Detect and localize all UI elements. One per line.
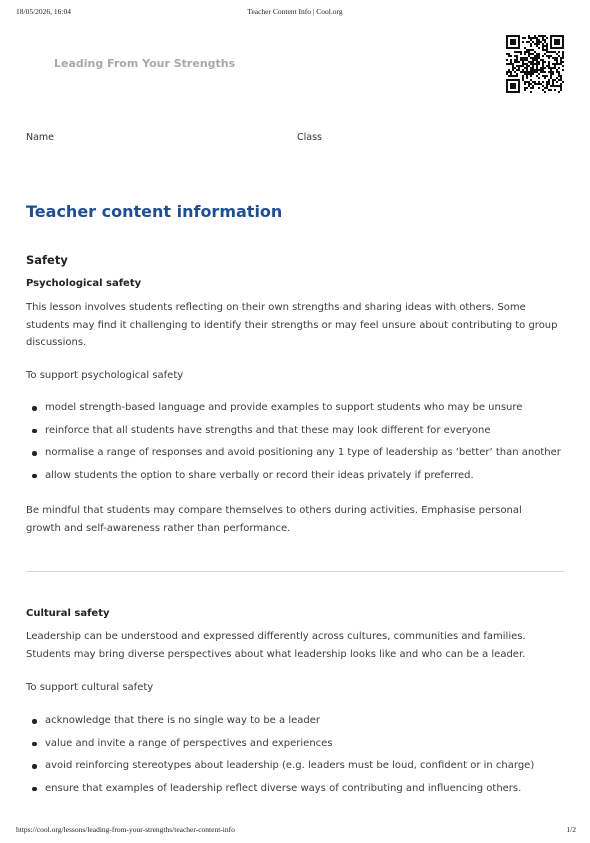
- bullet-icon: [32, 787, 37, 792]
- bullet-icon: [32, 474, 37, 479]
- print-header: [0, 7, 590, 21]
- class-field-label: Class: [297, 132, 322, 143]
- bullet-icon: [32, 451, 37, 456]
- bullet-icon: [32, 406, 37, 411]
- bullet-icon: [32, 429, 37, 434]
- safety-heading: Safety: [26, 253, 68, 267]
- print-page-number: 1/2: [566, 825, 576, 834]
- psychological-closing: Be mindful that students may compare themselves to others during activities. Emphasise personal growth and self-awareness rather than performance.: [26, 505, 522, 534]
- psychological-bullet-list: [26, 397, 571, 487]
- list-item: value and invite a range of perspectives and experiences: [26, 733, 571, 756]
- bullet-icon: [32, 764, 37, 769]
- list-item: allow students the option to share verbally or record their ideas privately if preferred.: [26, 465, 571, 488]
- list-item: normalise a range of responses and avoid positioning any 1 type of leadership as ‘better’ than another: [26, 442, 571, 465]
- print-page-title: Teacher Content Info | Cool.org: [247, 7, 343, 16]
- cultural-safety-heading: Cultural safety: [26, 608, 110, 619]
- cultural-intro: Leadership can be understood and expressed differently across cultures, communities and families. Students may bring diverse perspectives about what leadership looks like and who can be a leader.: [26, 631, 526, 660]
- page-title: Teacher content information: [26, 202, 283, 221]
- list-item: acknowledge that there is no single way to be a leader: [26, 710, 571, 733]
- print-datetime: 18/05/2026, 16:04: [16, 7, 72, 16]
- psychological-intro: This lesson involves students reflecting on their own strengths and sharing ideas with others. Some students may find it challenging to identify their strengths or may feel unsure about contributing to group discussions.: [26, 302, 558, 348]
- list-item: avoid reinforcing stereotypes about leadership (e.g. leaders must be loud, confident or in charge): [26, 755, 571, 778]
- name-field-label: Name: [26, 132, 55, 143]
- bullet-icon: [32, 742, 37, 747]
- psychological-support-lead: To support psychological safety: [26, 370, 184, 381]
- list-item: reinforce that all students have strengths and that these may look different for everyone: [26, 420, 571, 443]
- bullet-icon: [32, 719, 37, 724]
- print-footer: [0, 825, 590, 839]
- cultural-bullet-list: [26, 710, 571, 800]
- lesson-subtitle: Leading From Your Strengths: [54, 57, 236, 70]
- qr-code-icon: [506, 35, 564, 93]
- list-item: ensure that examples of leadership reflect diverse ways of contributing and influencing others.: [26, 778, 571, 801]
- list-item: model strength-based language and provide examples to support students who may be unsure: [26, 397, 571, 420]
- section-divider: [26, 571, 564, 572]
- cultural-support-lead: To support cultural safety: [26, 682, 154, 693]
- psychological-safety-heading: Psychological safety: [26, 278, 142, 289]
- print-url: https://cool.org/lessons/leading-from-your-strengths/teacher-content-info: [16, 825, 235, 834]
